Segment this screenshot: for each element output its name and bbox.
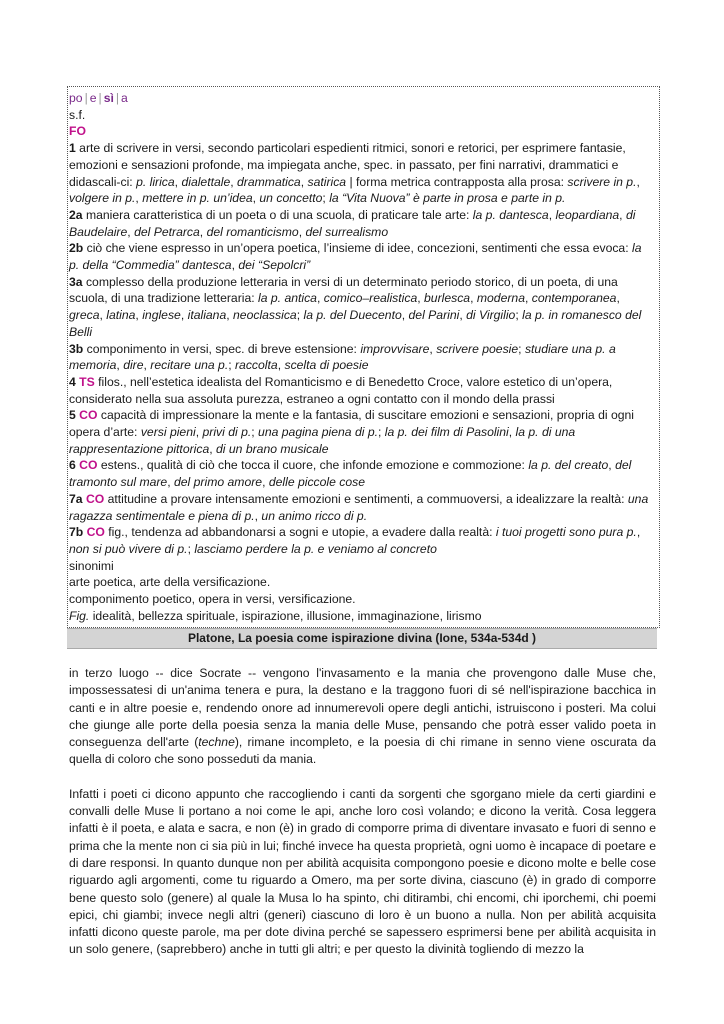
example-text: drammatica (237, 174, 301, 189)
synonym-line: arte poetica, arte della versificazione. (69, 575, 271, 590)
example-text: di Baudelaire (69, 207, 636, 239)
definition-text: , (300, 174, 308, 189)
sense-number: 6 (69, 458, 76, 473)
example-text: versi pieni (140, 425, 196, 440)
example-text: la p. dei film di Pasolini (384, 425, 509, 440)
example-text: una ragazza sentimentale e piena di p. (69, 491, 649, 523)
sense-number: 2a (69, 207, 83, 222)
example-text: del romanticismo (206, 224, 299, 239)
sense-list (69, 140, 653, 558)
example-text: greca (69, 308, 100, 323)
sense-1 (69, 140, 653, 207)
definition-text: , (508, 425, 516, 440)
usage-tag: CO (79, 458, 98, 473)
definition-text: componimento in versi, spec. di breve estensione: (86, 341, 361, 356)
definition-text: Infatti i poeti ci dicono appunto che raccogliendo i canti da sorgenti che sgorgano miele da certi giardini e convalli delle Muse li portano a noi come le api, anche loro così volando; e dicono la verità. Cosa leggera infatti è il poeta, e alata e sacra, e non (è) in grado di comporre prima di diventare invasato e fuori di senno e prima che la mente non ci sia più in lui; finché invece ha questa proprietà, ogni uomo è incapace di poetare e di dare responsi. In quanto dunque non per abilità acquisita compongono poesie e dicono molte e belle cose riguardo agli argomenti, come tu riguardo a Omero, ma per sorte divina, ciascuno (è) in grado di comporre bene questo solo (genere) al quale la Musa lo ha spinto, chi ditirambi, chi encomi, chi iporchemi, chi poemi epici, chi giambi; invece negli altri (generi) ciascuno di loro è un buono a nulla. Non per abilità acquisita infatti dicono queste parole, ma per dote divina perché se sapessero esprimersi bene per abilità acquisita in un solo genere, (saprebbero) anche in tutti gli altri; e per questo la divinità togliendo di mezzo la (69, 786, 656, 957)
definition-text: ; (187, 541, 195, 556)
definition-text: , (636, 174, 640, 189)
definition-text: ; (251, 425, 259, 440)
example-text: un animo ricco di p. (261, 508, 368, 523)
definition-text: , (252, 191, 260, 206)
definition-text: complesso della produzione letteraria in versi di un determinato periodo storico, di un poeta, di una scuola, di una tradizione letteraria: (69, 274, 618, 306)
sense-number: 2b (69, 241, 84, 256)
example-text: la p. del Duecento (303, 308, 402, 323)
definition-text: arte di scrivere in versi, secondo particolari espedienti ritmici, sonori e retorici, per esprimere fantasie, emozioni e sensazioni profonde, ma impiegata anche, spec. in passato, per fini narrativi, drammatici e didascali-ci: (69, 141, 626, 189)
example-text: burlesca (424, 291, 471, 306)
dictionary-entry (67, 86, 660, 628)
definition-text: ; (296, 308, 304, 323)
definition-text: ; (322, 191, 330, 206)
sense-number: 3a (69, 274, 83, 289)
example-text: inglese (142, 308, 181, 323)
definition-text: , (262, 475, 269, 490)
example-text: satirica (307, 174, 347, 189)
definition-text: capacità di impressionare la mente e la fantasia, di suscitare emozioni e sensazioni, propria di ogni opera d’arte: (69, 408, 634, 440)
example-text: di Virgilio (466, 308, 516, 323)
reading-paragraph (69, 786, 656, 959)
definition-text: , (195, 425, 203, 440)
definition-text: , (524, 291, 532, 306)
definition-text: ciò che viene espresso in un’opera poetica, l’insieme di idee, concezioni, sentimenti che essa evoca: (86, 241, 632, 256)
example-text: dire (123, 358, 144, 373)
definition-text: ; (378, 425, 385, 440)
sense-number: 4 (69, 374, 76, 389)
example-text: la “Vita Nuova” è parte in prosa e parte in p. (329, 191, 566, 206)
example-text: neoclassica (233, 308, 297, 323)
example-text: del Parini (408, 308, 460, 323)
definition-text: , (209, 441, 217, 456)
example-text: italiana (187, 308, 227, 323)
definition-text: , (298, 224, 306, 239)
definition-text: fig., tendenza ad abbandonarsi a sogni e utopie, a evadere dalla realtà: (108, 525, 496, 540)
definition-text: ), rimane incompleto, e la poesia di chi rimane in senno viene oscurata da quella di coloro che sono posseduti da mania. (69, 735, 656, 767)
definition-text: , (316, 291, 324, 306)
definition-text: , (135, 191, 143, 206)
sense-4 (69, 374, 653, 407)
example-text: un concetto (259, 191, 323, 206)
sense-number: 7b (69, 525, 84, 540)
reading-title: Platone, La poesia come ispirazione divina (Ione, 534a-534d ) (67, 628, 657, 649)
definition-text: , (99, 308, 107, 323)
definition-text: , (127, 224, 135, 239)
example-text: dialettale (181, 174, 231, 189)
sense-number: 7a (69, 491, 83, 506)
example-text: la p. dantesca (472, 207, 549, 222)
definition-text: filos., nell’estetica idealista del Romanticismo e di Benedetto Croce, valore estetico di un’opera, considerato nella sua assoluta purezza, estraneo a ogni contatto con il mondo della prassi (69, 374, 613, 406)
example-text: del Petrarca (134, 224, 200, 239)
example-text: di un brano musicale (216, 441, 329, 456)
definition-text: , (174, 174, 182, 189)
usage-label: FO (69, 124, 86, 139)
definition-text: , (459, 308, 467, 323)
usage-tag: TS (79, 374, 95, 389)
definition-text: estens., qualità di ciò che tocca il cuore, che infonde emozione e commozione: (100, 458, 529, 473)
definition-text: attitudine a provare intensamente emozioni e sentimenti, a commuoversi, a idealizzare la realtà: (107, 491, 628, 506)
definition-text: , (199, 224, 207, 239)
definition-text: ; (518, 341, 525, 356)
sense-2a (69, 207, 653, 240)
example-text: delle piccole cose (268, 475, 366, 490)
usage-tag: CO (79, 408, 98, 423)
definition-text: , (277, 358, 285, 373)
definition-text: , (226, 308, 234, 323)
example-text: del primo amore (174, 475, 263, 490)
example-text: scrivere poesie (436, 341, 519, 356)
definition-text: , (230, 174, 238, 189)
definition-text: , (429, 341, 437, 356)
example-text: del tramonto sul mare (69, 458, 632, 490)
definition-text: , (619, 207, 626, 222)
example-text: mettere in p. un’idea (142, 191, 253, 206)
definition-text: , (180, 308, 188, 323)
definition-text: , (608, 458, 616, 473)
example-text: privi di p. (202, 425, 252, 440)
example-text: la p. della “Commedia” dantesca (69, 241, 642, 273)
definition-text: , (231, 258, 239, 273)
definition-text: , (116, 358, 124, 373)
reading-paragraph (69, 665, 656, 769)
example-text: contemporanea (531, 291, 617, 306)
definition-text: ; (228, 358, 235, 373)
reading-body (69, 665, 656, 976)
definition-text: , (470, 291, 477, 306)
example-text: p. lirica (136, 174, 175, 189)
sense-number: 3b (69, 341, 84, 356)
example-text: la p. di una rappresentazione pittorica (69, 425, 576, 456)
sense-7b (69, 524, 653, 557)
definition-text: in terzo luogo -- dice Socrate -- vengono l'invasamento e la mania che provengono dalle Muse che, impossessatesi di un'anima tenera e pura, la destano e la traggono fuori di sé nell'ispirazione bacchica in canti e in altre poesie e, rendendo onore ad innumerevoli opere degli antichi, istruiscono i posteri. Ma colui che giunge alle porte della poesia senza la mania delle Muse, pensando che potrà esser valido poeta in conseguenza dell'arte ( (69, 666, 656, 750)
definition-text: , (616, 291, 620, 306)
synonyms-label: sinonimi (69, 558, 114, 573)
definition-text: , (401, 308, 409, 323)
sense-2b (69, 240, 653, 273)
example-text: la p. in romanesco del Belli (69, 308, 642, 339)
example-text: la p. del creato (528, 458, 609, 473)
definition-text: , (135, 308, 143, 323)
example-text: dei “Sepolcri” (238, 258, 311, 273)
example-text: moderna (476, 291, 525, 306)
example-text: lasciamo perdere la p. e veniamo al concreto (194, 541, 437, 556)
example-text: raccolta (235, 358, 278, 373)
definition-text: | forma metrica contrapposta alla prosa: (346, 174, 568, 189)
example-text: del surrealismo (305, 224, 389, 239)
usage-tag: CO (85, 491, 105, 506)
definition-text: , (636, 525, 641, 540)
gender-label: s.f. (69, 107, 86, 122)
example-text: recitare una p. (150, 358, 229, 373)
figurative-line: Fig. idealità, bellezza spirituale, ispirazione, illusione, immaginazione, lirismo (69, 608, 482, 623)
example-text: scrivere in p. (567, 174, 637, 189)
example-text: la p. antica (258, 291, 317, 306)
sense-6 (69, 457, 653, 490)
definition-text: , (548, 207, 556, 222)
example-text: i tuoi progetti sono pura p. (495, 525, 637, 540)
example-text: improvvisare (360, 341, 430, 356)
example-text: una pagina piena di p. (258, 425, 378, 440)
example-text: latina (106, 308, 136, 323)
sense-number: 1 (69, 141, 76, 156)
definition-text: maniera caratteristica di un poeta o di una scuola, di praticare tale arte: (85, 207, 473, 222)
headword: po | e | sì | a (69, 91, 128, 105)
sense-5 (69, 407, 653, 457)
synonym-line: componimento poetico, opera in versi, versificazione. (69, 592, 356, 607)
definition-text: , (417, 291, 425, 306)
example-text: scelta di poesie (284, 358, 369, 373)
definition-text: , (254, 508, 262, 523)
definition-text: , (167, 475, 174, 490)
definition-text: ; (515, 308, 523, 323)
sense-7a (69, 491, 653, 524)
example-text: techne (198, 735, 235, 750)
example-text: leopardiana (555, 207, 620, 222)
example-text: comico–realistica (323, 291, 418, 306)
example-text: studiare una p. a memoria (69, 341, 616, 373)
definition-text: , (143, 358, 151, 373)
example-text: volgere in p. (69, 191, 136, 206)
usage-tag: CO (86, 525, 105, 540)
sense-3b (69, 341, 653, 374)
sense-number: 5 (69, 408, 76, 423)
sense-3a (69, 274, 653, 341)
example-text: non si può vivere di p. (69, 541, 188, 556)
